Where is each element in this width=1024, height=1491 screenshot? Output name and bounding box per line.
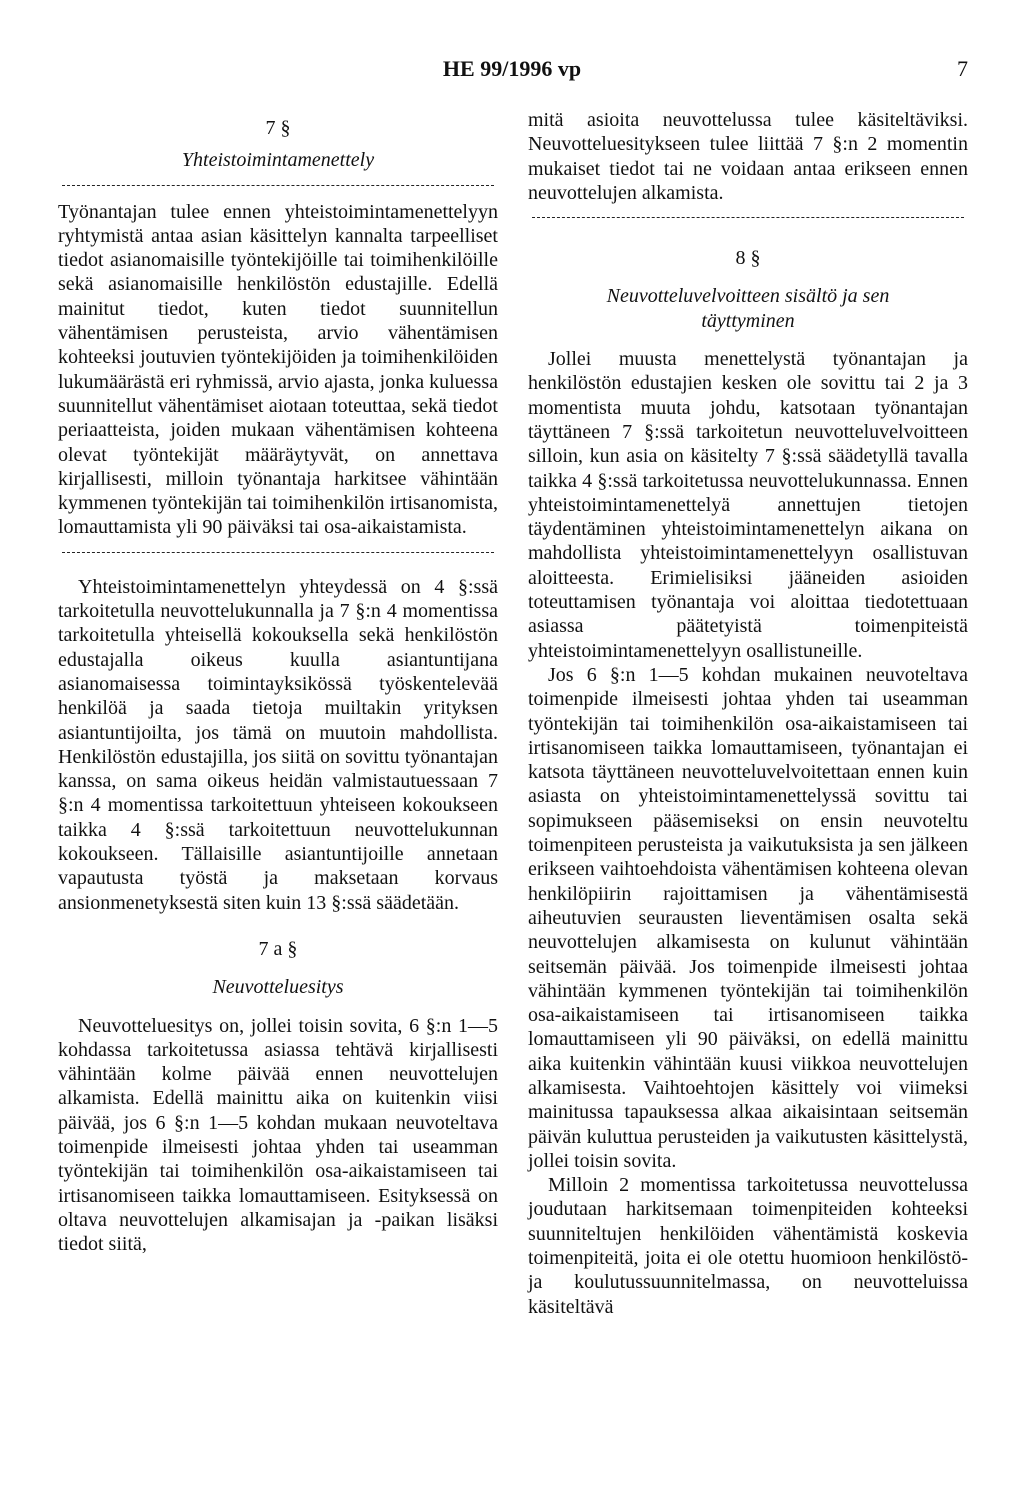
left-column [58, 108, 498, 1256]
section-7-paragraph-2: Yhteistoimintamenettelyn yhteydessä on 4 §:ssä tarkoitetulla neuvottelukunnalla ja 7 §:n 4 momentissa tarkoitetulla yhteisellä kokouksella sekä henkilöstön edustajalla oikeus kuulla asiantuntijana asianomaisessa toimintayksikössä työskentelevää henkilöä ja saada tietoja muiltakin yrityksen asiantuntijoilta, jos tämä on muutoin mahdollista. Henkilöstön edustajilla, jos siitä on sovittu työnantajan kanssa, on sama oikeus heidän valmistautuessaan 7 §:n 4 momentissa tarkoitettuun yhteiseen kokoukseen taikka 4 §:ssä tarkoitettuun neuvottelukunnan kokoukseen. Tällaisille asiantuntijoille annetaan vapautusta työstä ja maksetaan korvaus ansionmenetyksestä siten kuin 13 §:ssä säädetään. [58, 575, 498, 914]
section-7a-number: 7 a § [258, 937, 298, 960]
section-8-paragraph-2: Jos 6 §:n 1—5 kohdan mukainen neuvoteltava toimenpide ilmeisesti johtaa yhden tai useamman työntekijän tai toimihenkilön osa-aikaistamiseen tai irtisanomiseen taikka lomauttamiseen, työnantajan ei katsota täyttäneen neuvotteluvelvoitettaan ennen kuin asiasta on yhteistoimintamenettelyssä sovittu tai sopimukseen pääsemiseksi on ensin neuvoteltu toimenpiteen perusteista ja vaikutuksista ja sen jälkeen erikseen vaihtoehdoista vähentämisen kohteena olevan henkilöpiirin rajoittamisen ja vähentämisestä aiheutuvien seurausten lieventämisen osalta sekä neuvottelujen alkamisesta on kulunut vähintään seitsemän päivää. Jos toimenpide ilmeisesti johtaa vähintään kymmenen työntekijän tai toimihenkilön osa-aikaistamiseen tai irtisanomiseen taikka lomauttamiseen yli 90 päiväksi, on edellä mainittu aika kuitenkin vähintään kuusi viikkoa neuvottelujen alkamisesta. Vaihtoehtojen käsittely voi viimeksi mainitussa tapauksessa alkaa aikaisintaan seitsemän päivän kuluttua perusteiden ja vaikutusten käsittelystä, jollei toisin sovita. [528, 663, 968, 1172]
right-column [528, 108, 968, 1319]
section-7a-paragraph-1: Neuvotteluesitys on, jollei toisin sovita, 6 §:n 1—5 kohdassa tarkoitetussa asiassa tehtävä kirjallisesti vähintään kolme päivää ennen neuvottelujen alkamista. Edellä mainittu aika on kuitenkin viisi päivää, jos 6 §:n 1—5 kohdan mukaan neuvoteltava toimenpide ilmeisesti johtaa yhden tai useamman työntekijän tai toimihenkilön osa-aikaistamiseen tai irtisanomiseen taikka lomauttamiseen. Esityksessä on oltava neuvottelujen alkamisajan ja -paikan lisäksi tiedot siitä, [58, 1014, 498, 1256]
document-id: HE 99/1996 vp [442, 56, 582, 81]
omission-divider [62, 552, 494, 553]
section-8-title-line-2: täyttyminen [701, 309, 795, 332]
section-7a-title: Neuvotteluesitys [212, 976, 344, 999]
section-7-title: Yhteistoimintamenettely [181, 149, 375, 172]
page-header [56, 56, 968, 88]
section-8-title-line-1: Neuvotteluvelvoitteen sisältö ja sen [606, 285, 890, 308]
page-number: 7 [957, 56, 968, 81]
section-7-paragraph-1: Työnantajan tulee ennen yhteistoimintamenettelyyn ryhtymistä antaa asian käsittelyn kannalta tarpeelliset tiedot asianomaisille työntekijöille tai toimihenkilöille sekä asianomaisille henkilöstön edustajille. Edellä mainitut tiedot, kuten tiedot suunnitellun vähentämisen perusteista, arvio vähentämisen kohteeksi joutuvien työntekijöiden ja toimihenkilöiden lukumäärästä eri ryhmissä, arvio ajasta, jonka kuluessa suunnitellut vähentämiset aiotaan toteuttaa, sekä tiedot periaatteista, joiden mukaan vähentämisen kohteena olevat työntekijät määräytyvät, on annettava kirjallisesti, milloin työnantaja harkitsee vähintään kymmenen työntekijän tai toimihenkilön irtisanomista, lomauttamista yli 90 päiväksi tai osa-aikaistamista. [58, 200, 498, 539]
section-8-paragraph-1: Jollei muusta menettelystä työnantajan ja henkilöstön edustajien kesken ole sovittu tai 2 ja 3 momentista muuta johdu, katsotaan työnantajan täyttäneen 7 §:ssä tarkoitetun neuvotteluvelvoitteen silloin, kun asia on käsitelty 7 §:ssä säädetyllä tavalla taikka 4 §:ssä tarkoitetussa neuvottelukunnassa. Ennen yhteistoimintamenettelyä annettujen tietojen täydentäminen yhteistoimintamenettelyn aikana on mahdollista yhteistoimintamenettelyyn osallistuvan aloitteesta. Erimielisiksi jääneiden asioiden toteuttamisen työnantaja voi aloittaa tiedotettuaan asiassa päätetyistä toimenpiteistä yhteistoimintamenettelyyn osallistuneille. [528, 348, 968, 662]
section-8-number: 8 § [735, 247, 761, 270]
continued-paragraph: mitä asioita neuvottelussa tulee käsiteltäviksi. Neuvotteluesitykseen tulee liittää 7 §:n 2 momentin mukaiset tiedot tai ne voidaan antaa erikseen ennen neuvottelujen alkamista. [528, 109, 968, 204]
section-7-number: 7 § [265, 117, 291, 139]
omission-divider [62, 185, 494, 186]
section-8-paragraph-3: Milloin 2 momentissa tarkoitetussa neuvottelussa joudutaan harkitsemaan toimenpiteiden kohteeksi suunniteltujen henkilöiden vähentämistä koskevia toimenpiteitä, joita ei ole otettu huomioon henkilöstö- ja koulutussuunnitelmassa, on neuvotteluissa käsiteltävä [528, 1174, 968, 1318]
omission-divider [532, 217, 964, 218]
